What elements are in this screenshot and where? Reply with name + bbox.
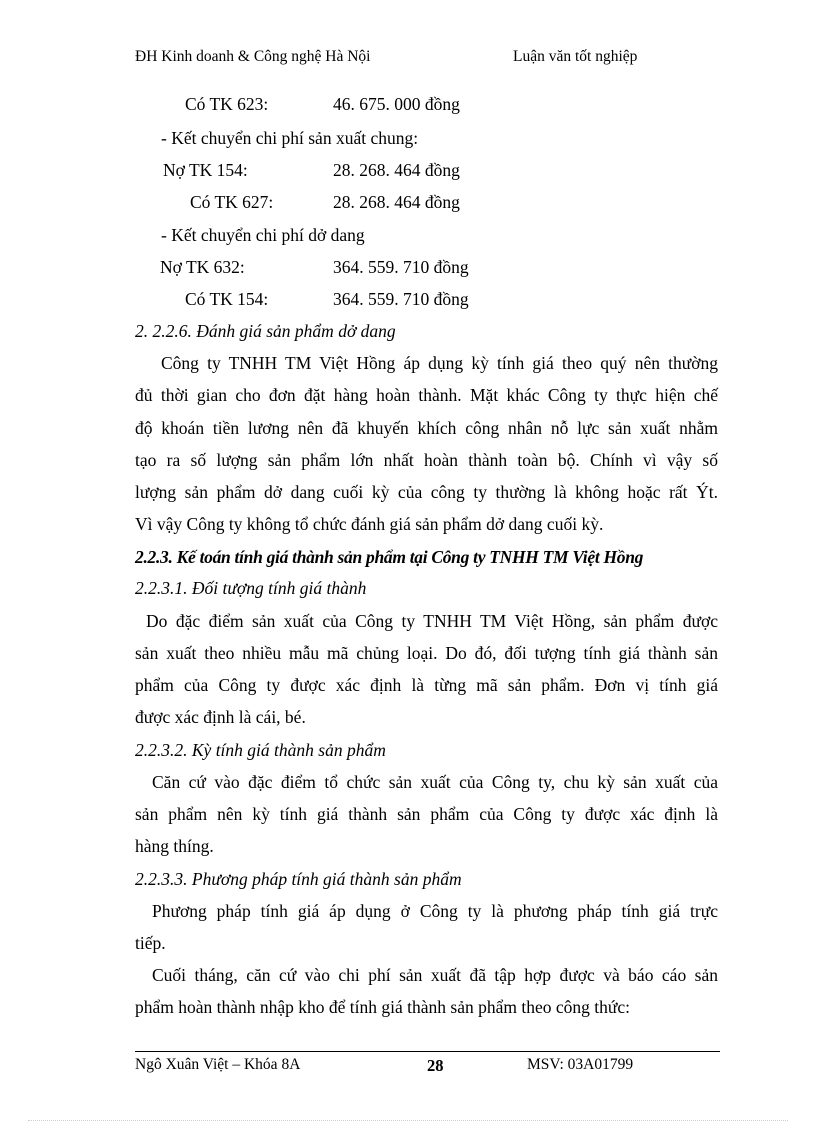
paragraph-line: Cuối tháng, căn cứ vào chi phí sản xuất đã tập hợp được và báo cáo sản xyxy=(152,965,718,985)
paragraph-line: Vì vậy Công ty không tổ chức đánh giá sản phẩm dở dang cuối kỳ. xyxy=(135,514,604,534)
section-heading: 2. 2.2.6. Đánh giá sản phẩm dở dang xyxy=(135,321,396,341)
page-edge-divider xyxy=(28,1120,788,1121)
entry-amount: 46. 675. 000 đồng xyxy=(333,94,460,114)
entry-label: - Kết chuyển chi phí sản xuất chung: xyxy=(161,128,419,148)
footer-author: Ngô Xuân Việt – Khóa 8A xyxy=(135,1056,301,1073)
paragraph-line: được xác định là cái, bé. xyxy=(135,707,306,727)
footer-student-id: MSV: 03A01799 xyxy=(527,1056,634,1073)
entry-amount: 364. 559. 710 đồng xyxy=(333,289,469,309)
section-heading: 2.2.3. Kế toán tính giá thành sản phẩm tại Công ty TNHH TM Việt Hồng xyxy=(135,547,644,567)
section-heading: 2.2.3.1. Đối tượng tính giá thành xyxy=(135,578,367,598)
entry-label: Nợ TK 154: xyxy=(163,160,248,180)
paragraph-line: tạo ra số lượng sản phẩm lớn nhất hoàn thành toàn bộ. Chính vì vậy số xyxy=(135,450,718,470)
entry-amount: 364. 559. 710 đồng xyxy=(333,257,469,277)
page-number: 28 xyxy=(427,1056,444,1075)
entry-label: Có TK 623: xyxy=(185,94,269,114)
header-school: ĐH Kinh doanh & Công nghệ Hà Nội xyxy=(135,48,371,65)
section-heading: 2.2.3.3. Phương pháp tính giá thành sản phẩm xyxy=(135,869,462,889)
paragraph-line: hàng thíng. xyxy=(135,836,214,856)
entry-label: Có TK 154: xyxy=(185,289,269,309)
footer-rule xyxy=(135,1051,720,1052)
paragraph-line: Do đặc điểm sản xuất của Công ty TNHH TM Việt Hồng, sản phẩm được xyxy=(146,611,718,631)
entry-label: Nợ TK 632: xyxy=(160,257,245,277)
paragraph-line: tiếp. xyxy=(135,933,166,953)
entry-amount: 28. 268. 464 đồng xyxy=(333,160,460,180)
section-heading: 2.2.3.2. Kỳ tính giá thành sản phẩm xyxy=(135,740,386,760)
entry-label: - Kết chuyển chi phí dở dang xyxy=(161,225,365,245)
entry-amount: 28. 268. 464 đồng xyxy=(333,192,460,212)
paragraph-line: Căn cứ vào đặc điểm tổ chức sản xuất của Công ty, chu kỳ sản xuất của xyxy=(152,772,718,792)
paragraph-line: đủ thời gian cho đơn đặt hàng hoàn thành. Mặt khác Công ty thực hiện chế xyxy=(135,385,718,405)
paragraph-line: lượng sản phẩm dở dang cuối kỳ của công ty thường là không hoặc rất Ýt. xyxy=(135,482,718,502)
paragraph-line: độ khoán tiền lương nên đã khuyến khích công nhân nỗ lực sản xuất nhằm xyxy=(135,418,718,438)
paragraph-line: sản xuất theo nhiều mẫu mã chủng loại. Do đó, đối tượng tính giá thành sản xyxy=(135,643,718,663)
paragraph-line: phẩm của Công ty được xác định là từng mã sản phẩm. Đơn vị tính giá xyxy=(135,675,718,695)
paragraph-line: Công ty TNHH TM Việt Hồng áp dụng kỳ tính giá theo quý nên thường xyxy=(161,353,718,373)
paragraph-line: sản phẩm nên kỳ tính giá thành sản phẩm của Công ty được xác định là xyxy=(135,804,718,824)
header-doc-type: Luận văn tốt nghiệp xyxy=(513,48,638,65)
paragraph-line: phẩm hoàn thành nhập kho để tính giá thành sản phẩm theo công thức: xyxy=(135,997,630,1017)
paragraph-line: Phương pháp tính giá áp dụng ở Công ty là phương pháp tính giá trực xyxy=(152,901,718,921)
entry-label: Có TK 627: xyxy=(190,192,274,212)
